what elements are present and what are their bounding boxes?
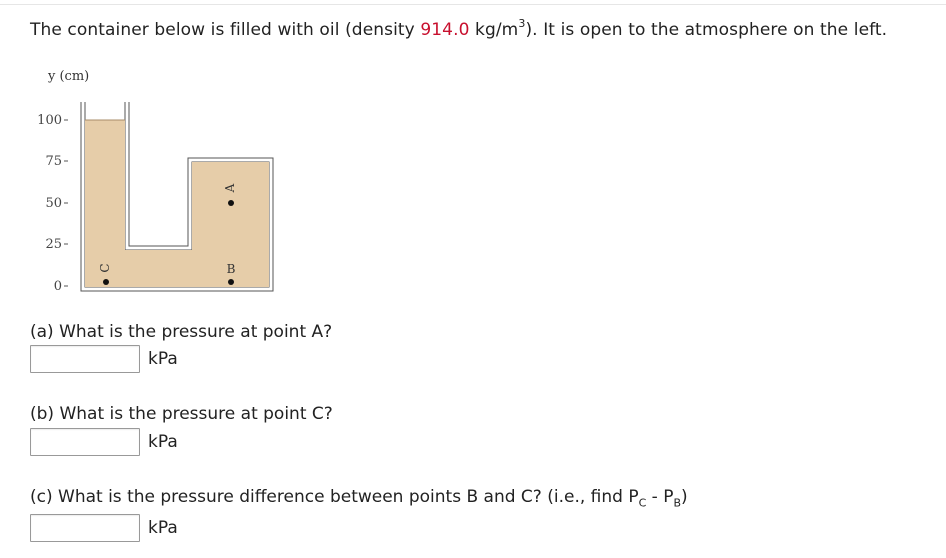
tick-marks [64,120,68,286]
point-c-dot [103,279,109,285]
question-c [30,487,688,510]
answer-row-a [30,345,178,373]
question-b: (b) What is the pressure at point C? [30,404,333,424]
intro-text: The container below is filled with oil (density [30,20,421,40]
question-c-text: (c) What is the pressure difference between points B and C? (i.e., find P [30,487,639,507]
y-axis-label: y (cm) [48,69,90,84]
unit-label-c: kPa [148,518,178,538]
answer-input-a[interactable] [30,345,140,373]
density-unit: kg/m [469,20,519,40]
unit-label-a: kPa [148,349,178,369]
point-b-dot [228,279,234,285]
tick-label-25: 25 [45,237,62,252]
density-value: 914.0 [420,20,470,40]
point-a-label: A [223,183,237,193]
intro-text-end: ). It is open to the atmosphere on the left. [525,20,888,40]
point-c-label: C [98,263,112,273]
point-b-label: B [226,262,236,276]
answer-input-c[interactable] [30,514,140,542]
question-c-sub-c: C [638,496,647,510]
answer-input-b[interactable] [30,428,140,456]
tick-label-0: 0 [53,279,62,294]
oil-fill [85,120,269,287]
top-divider [0,4,946,5]
question-c-text-end: ) [681,487,688,507]
question-c-text-mid: - P [646,487,674,507]
question-a: (a) What is the pressure at point A? [30,322,333,342]
unit-label-b: kPa [148,432,178,452]
problem-statement [30,17,888,40]
answer-row-b [30,428,178,456]
point-a-dot [228,200,234,206]
tick-label-50: 50 [45,196,62,211]
answer-row-c [30,514,178,542]
density-unit-exponent: 3 [518,17,526,31]
tick-label-100: 100 [37,113,62,128]
tick-label-75: 75 [45,154,62,169]
container-figure [22,62,292,302]
question-c-sub-b: B [673,496,682,510]
